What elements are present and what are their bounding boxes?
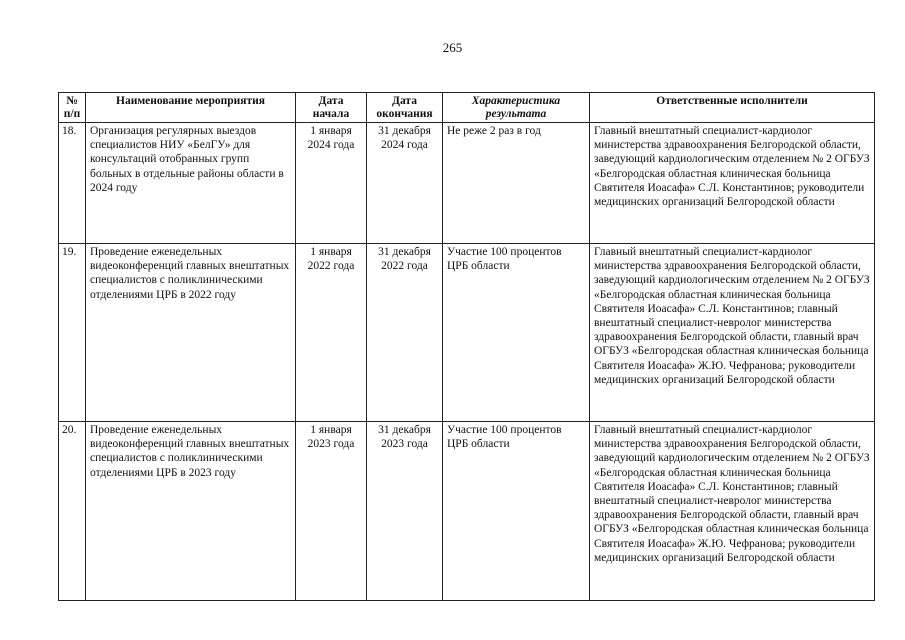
row-start-date: 1 января 2022 года [296, 244, 367, 422]
row-num: 19. [59, 244, 86, 422]
header-num: № п/п [59, 93, 86, 123]
header-end: Дата окончания [367, 93, 443, 123]
row-result: Участие 100 процентов ЦРБ области [443, 422, 590, 601]
row-name: Проведение еженедельных видеоконференций главных внештатных специалистов с поликлиническими отделениями ЦРБ в 2023 году [86, 422, 296, 601]
header-start: Дата начала [296, 93, 367, 123]
row-start-date: 1 января 2023 года [296, 422, 367, 601]
activities-table [58, 92, 875, 601]
row-start-date: 1 января 2024 года [296, 123, 367, 244]
row-end-date: 31 декабря 2024 года [367, 123, 443, 244]
row-num: 18. [59, 123, 86, 244]
row-result: Не реже 2 раз в год [443, 123, 590, 244]
header-responsible: Ответственные исполнители [590, 93, 875, 123]
row-end-date: 31 декабря 2022 года [367, 244, 443, 422]
row-responsible: Главный внештатный специалист-кардиолог министерства здравоохранения Белгородской области, заведующий кардиологическим отделением № 2 ОГБУЗ «Белгородская областная клиническая больница Святителя Иоасафа» С.Л. Константинов; главный внештатный специалист-невролог министерства здравоохранения Белгородской области, главный врач ОГБУЗ «Белгородская областная клиническая больница Святителя Иоасафа» Ж.Ю. Чефранова; руководители медицинских организаций Белгородской области [590, 422, 875, 601]
table-row [59, 123, 875, 244]
header-name: Наименование мероприятия [86, 93, 296, 123]
row-num: 20. [59, 422, 86, 601]
row-result: Участие 100 процентов ЦРБ области [443, 244, 590, 422]
row-end-date: 31 декабря 2023 года [367, 422, 443, 601]
row-responsible: Главный внештатный специалист-кардиолог министерства здравоохранения Белгородской области, заведующий кардиологическим отделением № 2 ОГБУЗ «Белгородская областная клиническая больница Святителя Иоасафа» С.Л. Константинов; главный внештатный специалист-невролог министерства здравоохранения Белгородской области, главный врач ОГБУЗ «Белгородская областная клиническая больница Святителя Иоасафа» Ж.Ю. Чефранова; руководители медицинских организаций Белгородской области [590, 244, 875, 422]
table-header-row [59, 93, 875, 123]
row-name: Организация регулярных выездов специалистов НИУ «БелГУ» для консультаций отобранных групп больных в отдельные районы области в 2024 году [86, 123, 296, 244]
table-row [59, 244, 875, 422]
page-number: 265 [442, 40, 463, 55]
row-name: Проведение еженедельных видеоконференций главных внештатных специалистов с поликлиническими отделениями ЦРБ в 2022 году [86, 244, 296, 422]
header-result: Характеристика результата [443, 93, 590, 123]
row-responsible: Главный внештатный специалист-кардиолог министерства здравоохранения Белгородской области, заведующий кардиологическим отделением № 2 ОГБУЗ «Белгородская областная клиническая больница Святителя Иоасафа» С.Л. Константинов; руководители медицинских организаций Белгородской области [590, 123, 875, 244]
table-row [59, 422, 875, 601]
